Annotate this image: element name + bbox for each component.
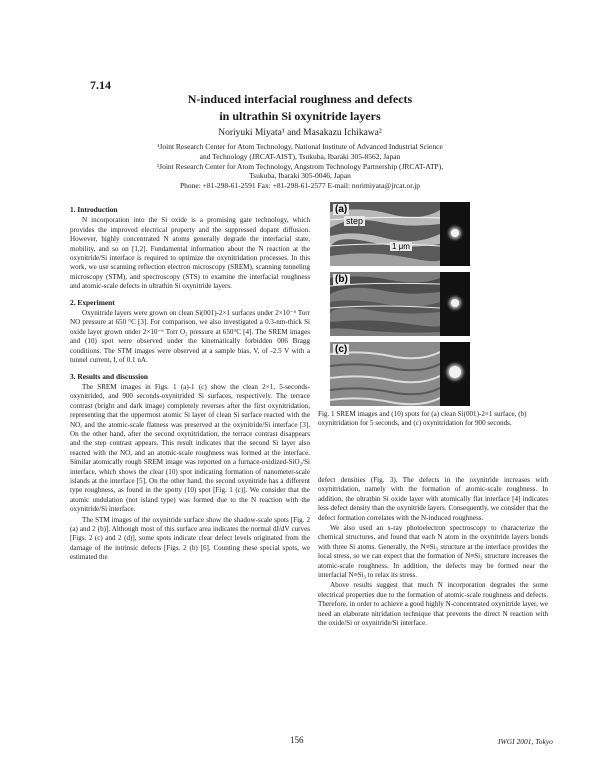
- affiliation-line: ¹Joint Research Center for Atom Technology, National Institute of Advanced Industrial Science: [157, 142, 443, 151]
- step-label: step: [346, 216, 364, 226]
- scale-bar-label: 1 μm: [392, 242, 410, 251]
- title-line-1: N-induced interfacial roughness and defects: [187, 92, 413, 106]
- right-column: [318, 476, 548, 630]
- section-heading-introduction: 1. Introduction: [70, 205, 118, 214]
- panel-label-a: (a): [335, 204, 348, 215]
- section-heading-experiment: 2. Experiment: [70, 297, 115, 307]
- figure-1: [330, 202, 470, 406]
- paragraph: Above results suggest that much N incorporation degrades the some electrical properties due to the formation of atomic-scale roughness and defects. Therefore, in order to achieve a good highly N-concentrated oxynitride layer, we need an elaborate nitridation technique that prevents the direct N reaction with the oxide/Si or oxynitride/Si interface.: [318, 581, 548, 628]
- contact-line: Phone: +81-298-61-2591 Fax: +81-298-61-2577 E-mail: norimiyata@jrcat.or.jp: [179, 181, 421, 191]
- diffraction-spot-a: [440, 202, 470, 266]
- paragraph: defect densities (Fig. 3). The defects in the oxynitride increases with oxynitridation, namely with the formation of atomic-scale roughness. In addition, the ultrathin Si oxide layer with atomically flat interface [4] indicates less defect density than the oxynitride layers. Consequently, we consider that the defect formation correlates with the N-induced roughness.: [318, 476, 548, 522]
- paragraph: Oxynitride layers were grown on clean Si(001)-2×1 surfaces under 2×10⁻⁶ Torr NO pressure at 650 °C [3]. For comparison, we also investigated a 0.3-nm-thick Si oxide layer grown under 2×10⁻⁶ Torr O₂ pressure at 650°C [4]. The SREM images and (10) spot were observed under the kinematically forbidden 006 Bragg conditions. The STM images were observed at a sample bias, V, of -2.5 V with a tunnel current, I, of 0.1 nA.: [70, 309, 310, 365]
- paragraph: The STM images of the oxynitride surface show the shadow-scale spots [Fig. 2 (a) and 2 (b)]. Although most of this surface area indicates the normal dI/dV curves [Figs. 2 (c) and 2 (d)], some spots indicate clear defect levels originated from the damage of the intrinsic defects [Figs. 2 (b) [6]. Counting these special spots, we estimated the: [70, 515, 310, 562]
- srem-image-c: [330, 342, 470, 406]
- section-heading-results: 3. Results and discussion: [70, 371, 149, 381]
- affiliation-line: Tsukuba, Ibaraki 305-0046, Japan: [249, 171, 351, 181]
- title-line-2: in ultrathin Si oxynitride layers: [219, 109, 381, 123]
- paper-title: [100, 91, 500, 125]
- conference-footer: IWGI 2001, Tokyo: [498, 737, 553, 746]
- paragraph: We also used an x-ray photoelectron spectroscopy to characterize the chemical structures, and found that each N atom in the oxynitride layers bonds with three Si atoms. Generally, the N≡Si₃ structure at the interface provides the local stress, so we can expect that the formation of N≡Si₃ structure increases the atomic-scale roughness. In addition, the defects may be formed near the interfacial N≡Si₃ to relax its stress.: [318, 524, 548, 580]
- panel-label-b: (b): [335, 274, 348, 285]
- diffraction-spot-b: [440, 272, 470, 336]
- affiliation-line: and Technology (JRCAT-AIST), Tsukuba, Ibaraki 305-8562, Japan: [199, 151, 401, 161]
- srem-image-a: [330, 202, 470, 266]
- diffraction-spot-c: [440, 342, 470, 406]
- affiliations: [110, 142, 490, 191]
- panel-label-c: (c): [335, 344, 348, 355]
- srem-image-b: [330, 272, 470, 336]
- paragraph: N incorporation into the Si oxide is a promising gate technology, which provides the improved electrical property and the suppressed dopant diffusion. However, highly concentrated N atoms generally degrade the interfacial state, mobility, and so on [1,2]. Fundamental information about the N reaction at the oxynitride/Si interface is required to optimize the oxynitridation processes. In this work, we use scanning reflection electron microscopy (SREM), scanning tunneling microscopy (STM), and spectroscopy (STS) to examine the interfacial roughness and atomic-scale defects in ultrathin Si oxynitride layers.: [70, 216, 310, 291]
- authors: Noriyuki Miyata¹ and Masakazu Ichikawa²: [218, 128, 382, 138]
- figure-caption: Fig. 1 SREM images and (10) spots for (a) clean Si(001)-2×1 surface, (b) oxynitridation for 5 seconds, and (c) oxynitridation for 900 seconds.: [318, 410, 527, 428]
- affiliation-line: ²Joint Research Center for Atom Technology, Angstrom Technology Partnership (JRCAT-ATP),: [156, 161, 444, 171]
- section-number: 7.14: [90, 78, 111, 92]
- left-column: [70, 205, 310, 564]
- paragraph: The SREM images in Figs. 1 (a)-1 (c) show the clean 2×1, 5-seconds-oxynitrided, and 900 seconds-oxynitrided Si surfaces, respectively. The terrace contrast (bright and dark image) completely reverses after the first oxynitridation, representing that the uppermost atomic Si layer of clean Si surface reacted with the NO, and the atomic-scale flatness was preserved at the oxynitride/Si interface [3]. On the other hand, after the second oxynitridation, the terrace contrast disappears and the step contrast appears. This result indicates that the second Si layer also reacted with the NO, and an atomic-scale roughness was formed at the interface. Similar atomically rough SREM image was reported on a furnace-oxidized-SiO₂/Si interface, which shows the clear (10) spot indicating formation of nanometer-scale islands at the interface [5]. On the other hand, the second oxynitride has a different type roughness, as found in the spotty (10) spot [Fig. 1 (c)]. We consider that the atomic undulation (not island type) was formed due to the N reaction with the oxynitride/Si interface.: [70, 382, 310, 514]
- page-number: 156: [290, 735, 304, 745]
